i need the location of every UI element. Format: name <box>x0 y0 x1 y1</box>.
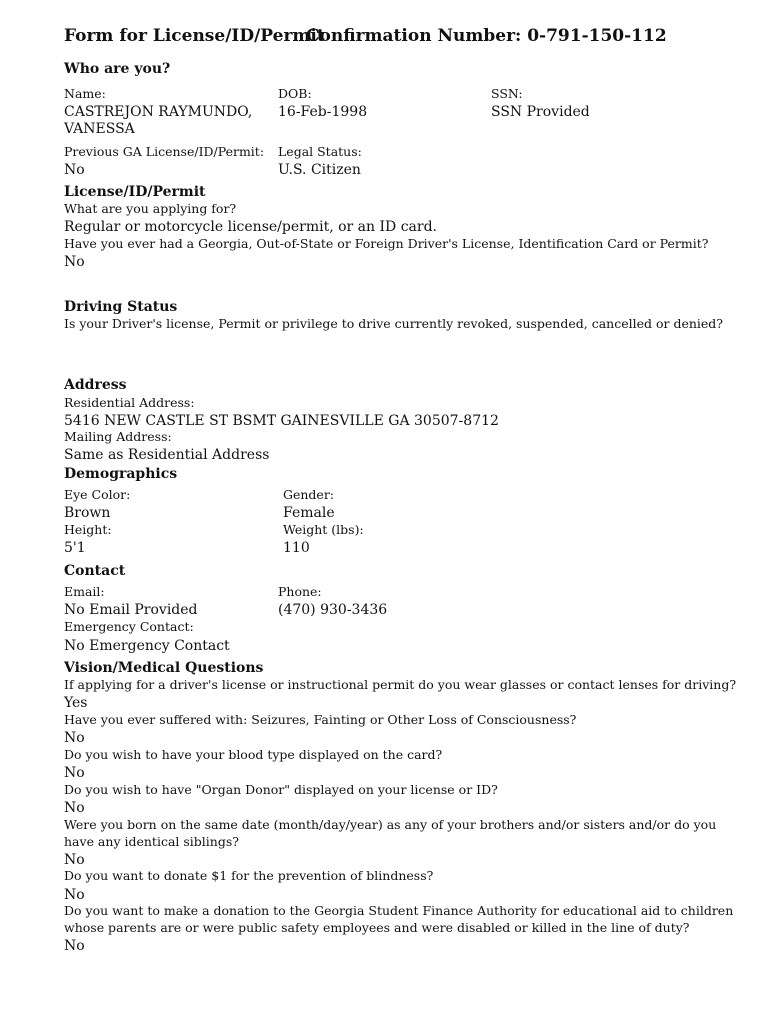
gender-value: Female <box>283 505 335 521</box>
name-value-line2: VANESSA <box>64 121 135 137</box>
vision-answer-6: No <box>64 887 85 903</box>
vision-question-7-line1: Do you want to make a donation to the Georgia Student Finance Authority for educational aid to children <box>64 903 734 918</box>
license-answer-1: Regular or motorcycle license/permit, or an ID card. <box>64 219 437 235</box>
license-question-2: Have you ever had a Georgia, Out-of-State or Foreign Driver's License, Identification Card or Permit? <box>64 236 709 251</box>
gender-label: Gender: <box>283 487 335 502</box>
emergency-contact-label: Emergency Contact: <box>64 619 194 634</box>
weight-value: 110 <box>283 540 310 556</box>
dob-value: 16-Feb-1998 <box>278 104 368 120</box>
section-heading-vision: Vision/Medical Questions <box>64 660 264 676</box>
eye-color-value: Brown <box>64 505 111 521</box>
license-answer-2: No <box>64 254 85 270</box>
vision-question-5-line1: Were you born on the same date (month/day/year) as any of your brothers and/or sisters and/or do you <box>64 817 717 832</box>
vision-answer-4: No <box>64 800 85 816</box>
legal-status-value: U.S. Citizen <box>278 162 361 178</box>
mailing-address-value: Same as Residential Address <box>64 447 270 463</box>
vision-answer-3: No <box>64 765 85 781</box>
vision-question-6: Do you want to donate $1 for the prevention of blindness? <box>64 868 434 883</box>
vision-question-5-line2: have any identical siblings? <box>64 834 239 849</box>
vision-question-7-line2: whose parents are or were public safety employees and were disabled or killed in the line of duty? <box>64 920 690 935</box>
section-heading-demographics: Demographics <box>64 466 178 482</box>
email-label: Email: <box>64 584 105 599</box>
vision-answer-5: No <box>64 852 85 868</box>
name-label: Name: <box>64 86 106 101</box>
form-title: Form for License/ID/Permit <box>64 26 325 46</box>
confirmation-number: Confirmation Number: 0-791-150-112 <box>306 26 667 46</box>
vision-answer-1: Yes <box>64 695 88 711</box>
phone-value: (470) 930-3436 <box>278 602 388 618</box>
legal-status-label: Legal Status: <box>278 144 362 159</box>
residential-address-label: Residential Address: <box>64 395 195 410</box>
license-question-1: What are you applying for? <box>64 201 237 216</box>
driving-question-1: Is your Driver's license, Permit or privilege to drive currently revoked, suspended, cancelled or denied? <box>64 316 724 331</box>
section-heading-who: Who are you? <box>64 61 171 77</box>
previous-license-value: No <box>64 162 85 178</box>
section-heading-address: Address <box>64 377 127 393</box>
emergency-contact-value: No Emergency Contact <box>64 638 230 654</box>
dob-label: DOB: <box>278 86 312 101</box>
vision-question-2: Have you ever suffered with: Seizures, Fainting or Other Loss of Consciousness? <box>64 712 577 727</box>
phone-label: Phone: <box>278 584 322 599</box>
eye-color-label: Eye Color: <box>64 487 131 502</box>
height-label: Height: <box>64 522 112 537</box>
vision-answer-2: No <box>64 730 85 746</box>
previous-license-label: Previous GA License/ID/Permit: <box>64 144 265 159</box>
vision-answer-7: No <box>64 938 85 954</box>
section-heading-license: License/ID/Permit <box>64 184 206 200</box>
residential-address-value: 5416 NEW CASTLE ST BSMT GAINESVILLE GA 30507-8712 <box>64 413 499 429</box>
vision-question-3: Do you wish to have your blood type displayed on the card? <box>64 747 443 762</box>
ssn-label: SSN: <box>491 86 523 101</box>
weight-label: Weight (lbs): <box>283 522 364 537</box>
section-heading-driving: Driving Status <box>64 299 178 315</box>
vision-question-1: If applying for a driver's license or instructional permit do you wear glasses or contact lenses for driving? <box>64 677 737 692</box>
name-value-line1: CASTREJON RAYMUNDO, <box>64 104 253 120</box>
height-value: 5'1 <box>64 540 86 556</box>
ssn-value: SSN Provided <box>491 104 590 120</box>
vision-question-4: Do you wish to have "Organ Donor" displayed on your license or ID? <box>64 782 498 797</box>
mailing-address-label: Mailing Address: <box>64 429 172 444</box>
email-value: No Email Provided <box>64 602 198 618</box>
section-heading-contact: Contact <box>64 563 126 579</box>
